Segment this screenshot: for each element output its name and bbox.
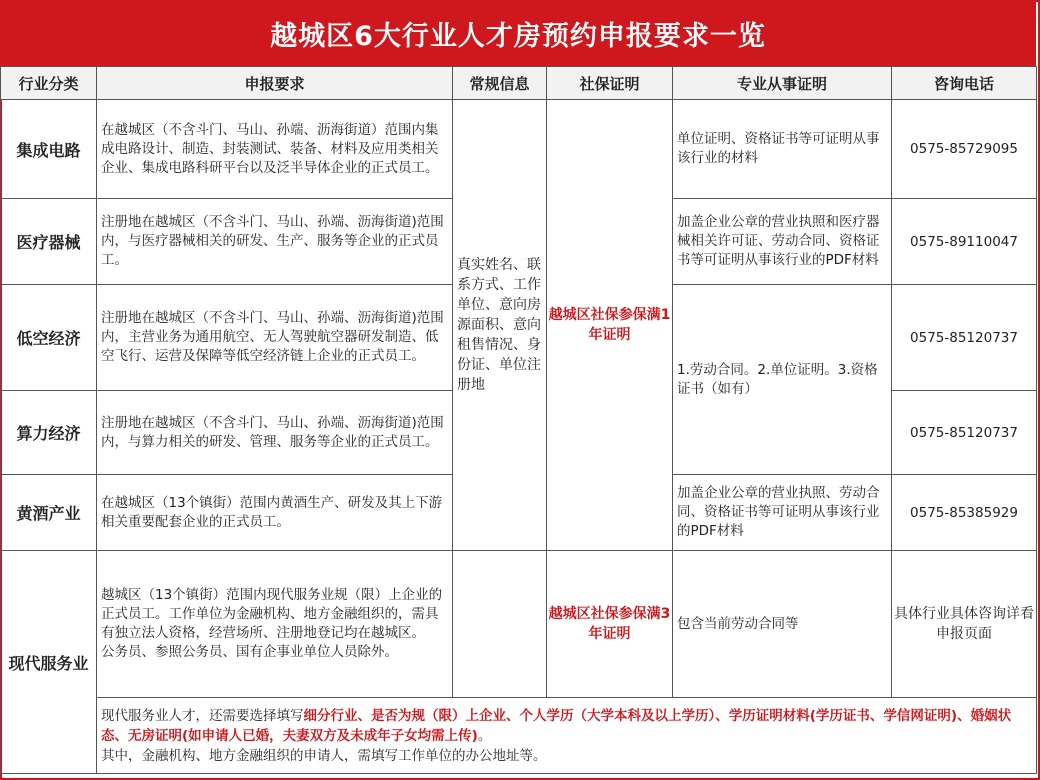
proof-cell: 加盖企业公章的营业执照和医疗器械相关许可证、劳动合同、资格证书等可证明从事该行业的PDF材料 [673, 199, 892, 285]
col-header-social: 社保证明 [547, 67, 673, 100]
proof-cell: 单位证明、资格证书等可证明从事该行业的材料 [673, 100, 892, 199]
category-cell: 医疗器械 [1, 199, 97, 285]
col-header-category: 行业分类 [1, 67, 97, 100]
phone-cell: 0575-85385929 [892, 475, 1037, 551]
requirement-cell: 注册地在越城区（不含斗门、马山、孙端、沥海街道)范围内，与医疗器械相关的研发、生产、服务等企业的正式员工。 [97, 199, 453, 285]
shared-proof-cell: 1.劳动合同。2.单位证明。3.资格证书（如有） [673, 285, 892, 475]
requirements-table [0, 66, 1037, 774]
note-cell [97, 698, 1037, 774]
col-header-requirement: 申报要求 [97, 67, 453, 100]
category-cell: 现代服务业 [1, 551, 97, 774]
note-suffix: 。 [477, 727, 492, 744]
requirement-cell [97, 551, 453, 698]
consult-cell: 具体行业具体咨询详看申报页面 [892, 551, 1037, 698]
phone-cell: 0575-85729095 [892, 100, 1037, 199]
phone-cell: 0575-85120737 [892, 391, 1037, 475]
category-cell: 黄酒产业 [1, 475, 97, 551]
shared-info-cell: 真实姓名、联系方式、工作单位、意向房源面积、意向租售情况、身份证、单位注册地 [453, 100, 547, 551]
requirement-line: 越城区（13个镇街）范围内现代服务业规（限）上企业的正式员工。工作单位为金融机构、地方金融组织的，需具有独立法人资格，经营场所、注册地登记均在越城区。 [101, 587, 443, 641]
note-row [1, 698, 1037, 774]
category-cell: 低空经济 [1, 285, 97, 391]
header-row [1, 67, 1037, 100]
requirement-cell: 注册地在越城区（不含斗门、马山、孙端、沥海街道)范围内，主营业务为通用航空、无人驾驶航空器研发制造、低空飞行、运营及保障等低空经济链上企业的正式员工。 [97, 285, 453, 391]
shared-info-cell-empty [453, 551, 547, 698]
requirement-cell: 在越城区（不含斗门、马山、孙端、沥海街道）范围内集成电路设计、制造、封装测试、装备、材料及应用类相关企业、集成电路科研平台以及泛半导体企业的正式员工。 [97, 100, 453, 199]
proof-cell: 加盖企业公章的营业执照、劳动合同、资格证书等可证明从事该行业的PDF材料 [673, 475, 892, 551]
table-row [1, 551, 1037, 698]
note-prefix: 现代服务业人才，还需要选择填写 [101, 707, 304, 724]
category-cell: 集成电路 [1, 100, 97, 199]
phone-cell: 0575-89110047 [892, 199, 1037, 285]
col-header-info: 常规信息 [453, 67, 547, 100]
category-cell: 算力经济 [1, 391, 97, 475]
requirement-line: 公务员、参照公务员、国有企事业单位人员除外。 [101, 644, 398, 660]
proof-cell: 包含当前劳动合同等 [673, 551, 892, 698]
phone-cell: 0575-85120737 [892, 285, 1037, 391]
note-highlight: 细分行业、是否为规（限）上企业、个人学历（大学本科及以上学历）、学历证明材料(学历证书、学信网证明)、婚姻状态、无房证明(如申请人已婚，夫妻双方及未成年子女均需上传) [101, 707, 1012, 744]
requirement-cell: 在越城区（13个镇街）范围内黄酒生产、研发及其上下游相关重要配套企业的正式员工。 [97, 475, 453, 551]
col-header-phone: 咨询电话 [892, 67, 1037, 100]
social-3yr-cell: 越城区社保参保满3年证明 [547, 551, 673, 698]
note-line2: 其中，金融机构、地方金融组织的申请人，需填写工作单位的办公地址等。 [101, 747, 547, 764]
page-title: 越城区6大行业人才房预约申报要求一览 [0, 0, 1036, 66]
col-header-proof: 专业从事证明 [673, 67, 892, 100]
table-row [1, 100, 1037, 199]
social-1yr-cell: 越城区社保参保满1年证明 [547, 100, 673, 551]
requirement-cell: 注册地在越城区（不含斗门、马山、孙端、沥海街道)范围内，与算力相关的研发、管理、服务等企业的正式员工。 [97, 391, 453, 475]
